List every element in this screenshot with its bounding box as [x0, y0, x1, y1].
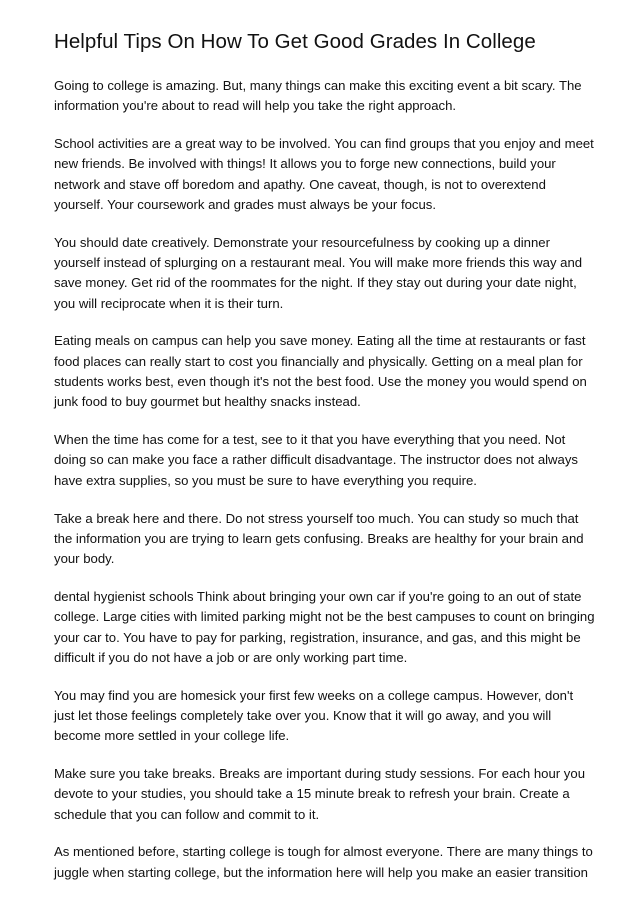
text-line: Eating meals on campus can help you save money. Eating all the time at restaurants or fast [54, 333, 586, 349]
paragraph [54, 509, 594, 570]
paragraph [54, 134, 594, 215]
text-line: junk food to buy gourmet but healthy snacks instead. [54, 394, 361, 410]
text-line: yourself. Your coursework and grades must always be your focus. [54, 196, 437, 212]
text-line: devote to your studies, you should take a 15 minute break to refresh your brain. Create a [54, 786, 570, 802]
text-line: yourself instead of splurging on a restaurant meal. You will make more friends this way and [54, 255, 583, 271]
text-line: information you're about to read will help you take the right approach. [54, 98, 457, 114]
text-line: difficult if you do not have a job or are only working part time. [54, 649, 408, 665]
text-line: schedule that you can follow and commit to it. [54, 806, 320, 822]
text-line: save money. Get rid of the roommates for the night. If they stay out during your date night, [54, 275, 577, 291]
paragraph [54, 587, 594, 668]
paragraph [54, 430, 594, 491]
paragraph [54, 76, 594, 117]
text-line: juggle when starting college, but the information here will help you make an easier transition [54, 864, 588, 880]
text-line: your body. [54, 551, 115, 567]
document-title: Helpful Tips On How To Get Good Grades In College [54, 30, 536, 53]
text-line: You should date creatively. Demonstrate your resourcefulness by cooking up a dinner [54, 234, 550, 250]
text-line: food places can really start to cost you financially and physically. Getting on a meal plan for [54, 353, 583, 369]
paragraph [54, 686, 594, 747]
text-line: you will reciprocate when it is their turn. [54, 295, 284, 311]
text-line: become more settled in your college life. [54, 728, 290, 744]
paragraph [54, 233, 594, 314]
text-line: have extra supplies, so you must be sure to have everything you require. [54, 472, 477, 488]
text-line: new friends. Be involved with things! It allows you to forge new connections, build your [54, 156, 556, 172]
text-line: Going to college is amazing. But, many things can make this exciting event a bit scary. The [54, 78, 582, 93]
paragraph [54, 842, 594, 883]
text-line: your car to. You have to pay for parking, registration, insurance, and gas, and this might be [54, 629, 581, 645]
paragraph [54, 331, 594, 412]
text-line: the information you are trying to learn gets confusing. Breaks are healthy for your brain and [54, 530, 584, 546]
text-line: Take a break here and there. Do not stress yourself too much. You can study so much that [54, 510, 579, 526]
text-line: You may find you are homesick your first few weeks on a college campus. However, don't [54, 687, 574, 703]
text-line: dental hygienist schools Think about bringing your own car if you're going to an out of state [54, 588, 582, 604]
text-line: college. Large cities with limited parking might not be the best campuses to count on bringing [54, 609, 595, 625]
text-line: As mentioned before, starting college is tough for almost everyone. There are many things to [54, 844, 593, 860]
text-line: School activities are a great way to be involved. You can find groups that you enjoy and meet [54, 136, 594, 152]
text-line: doing so can make you face a rather difficult disadvantage. The instructor does not always [54, 452, 578, 468]
text-line: just let those feelings completely take over you. Know that it will go away, and you will [54, 707, 552, 723]
text-line: network and stave off boredom and apathy. One caveat, though, is not to overextend [54, 176, 546, 192]
document-page [54, 28, 594, 901]
paragraph [54, 764, 594, 825]
document-body [54, 76, 594, 883]
text-line: students works best, even though it's not the best food. Use the money you would spend on [54, 374, 587, 390]
text-line: When the time has come for a test, see to it that you have everything that you need. Not [54, 432, 566, 448]
text-line: Make sure you take breaks. Breaks are important during study sessions. For each hour you [54, 766, 585, 782]
